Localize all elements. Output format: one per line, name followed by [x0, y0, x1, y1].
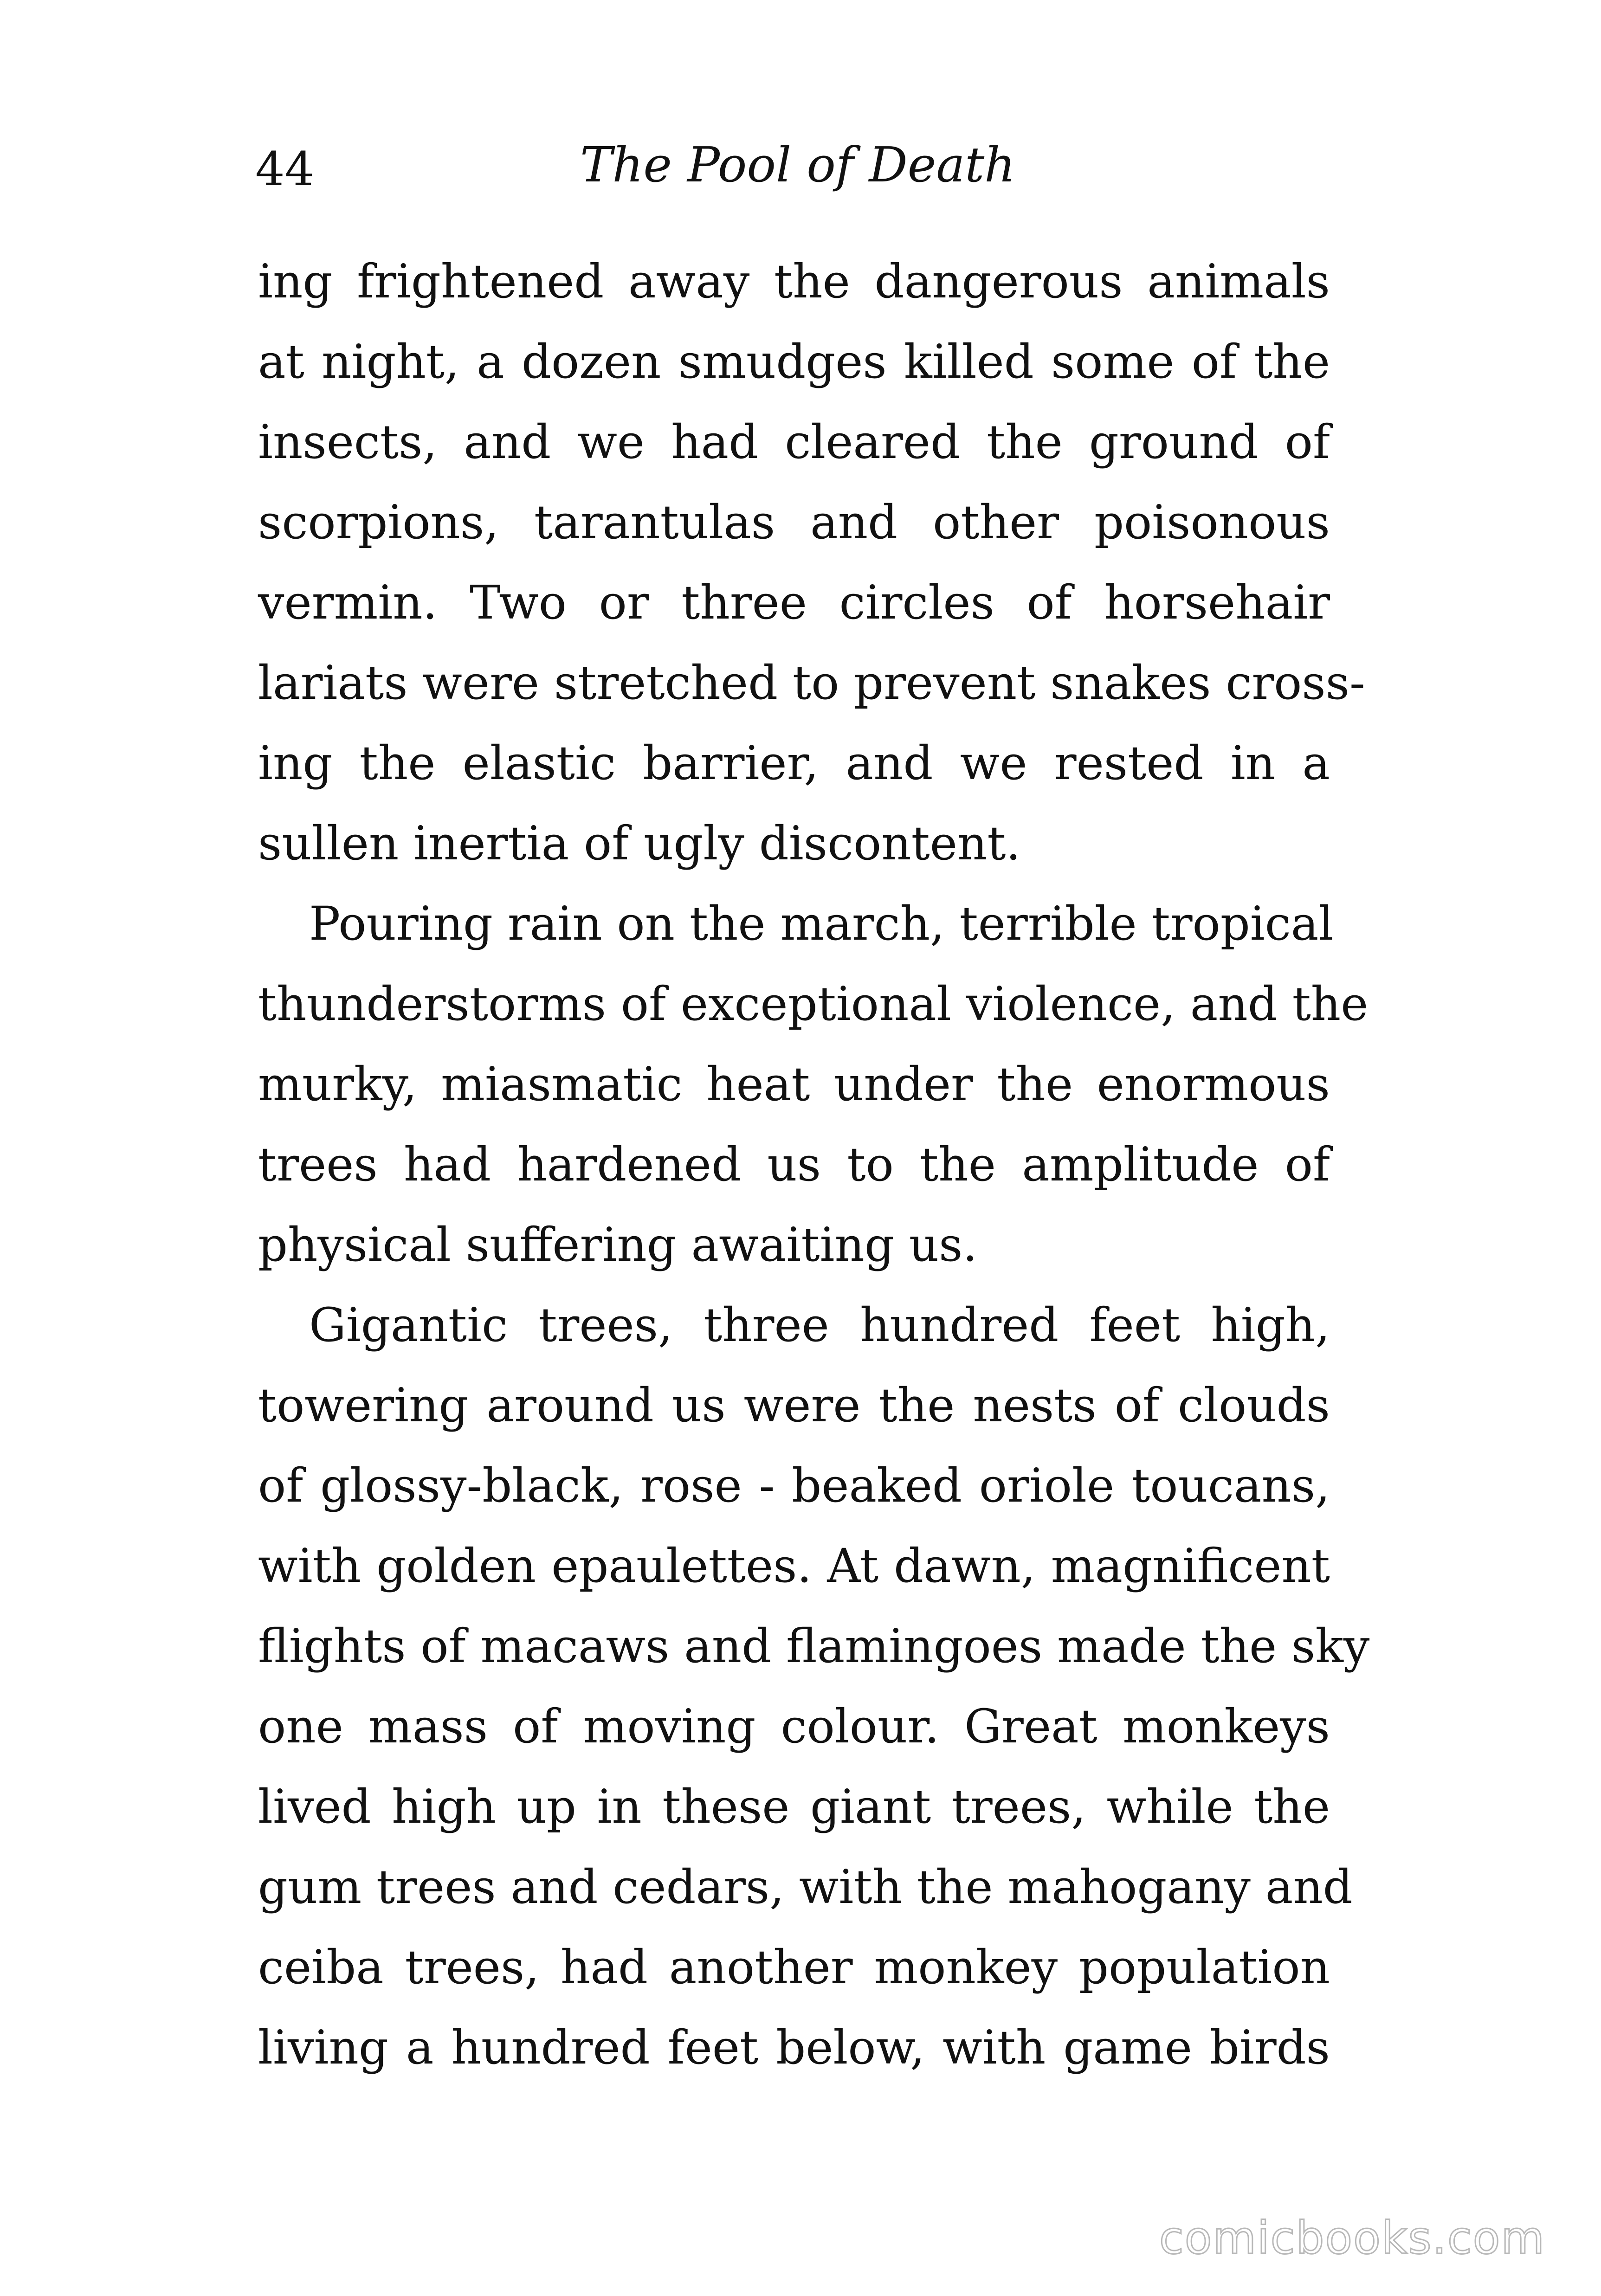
- text-line: living a hundred feet below, with game birds: [258, 2020, 1330, 2075]
- text-line: towering around us were the nests of clouds: [258, 1378, 1330, 1432]
- watermark: comicbooks.com: [1159, 2212, 1545, 2264]
- text-line: murky, miasmatic heat under the enormous: [258, 1057, 1330, 1111]
- text-line: of glossy-black, rose - beaked oriole toucans,: [258, 1458, 1330, 1513]
- text-line: Pouring rain on the march, terrible tropical: [309, 896, 1334, 951]
- text-line: insects, and we had cleared the ground of: [258, 415, 1330, 469]
- text-line: one mass of moving colour. Great monkeys: [258, 1699, 1330, 1754]
- text-line: lariats were stretched to prevent snakes cross-: [258, 656, 1365, 710]
- text-line: trees had hardened us to the amplitude of: [258, 1137, 1330, 1192]
- text-line: ceiba trees, had another monkey population: [258, 1940, 1330, 1994]
- text-line: Gigantic trees, three hundred feet high,: [309, 1298, 1330, 1352]
- text-line: sullen inertia of ugly discontent.: [258, 816, 1021, 871]
- text-line: scorpions, tarantulas and other poisonous: [258, 495, 1330, 549]
- text-line: lived high up in these giant trees, while the: [258, 1780, 1330, 1834]
- text-line: vermin. Two or three circles of horsehair: [258, 575, 1330, 630]
- text-line: ing frightened away the dangerous animals: [258, 254, 1330, 309]
- body-text: [258, 241, 1370, 2088]
- text-line: flights of macaws and flamingoes made the sky: [258, 1619, 1370, 1673]
- page-header: [255, 135, 1336, 209]
- running-title: The Pool of Death: [580, 136, 1016, 193]
- text-line: at night, a dozen smudges killed some of the: [258, 335, 1330, 389]
- page-number: 44: [255, 142, 315, 196]
- text-line: ing the elastic barrier, and we rested in a: [258, 736, 1330, 790]
- text-line: gum trees and cedars, with the mahogany and: [258, 1860, 1353, 1914]
- text-line: thunderstorms of exceptional violence, and the: [258, 977, 1369, 1031]
- text-line: with golden epaulettes. At dawn, magnificent: [258, 1539, 1330, 1593]
- text-line: physical suffering awaiting us.: [258, 1218, 978, 1272]
